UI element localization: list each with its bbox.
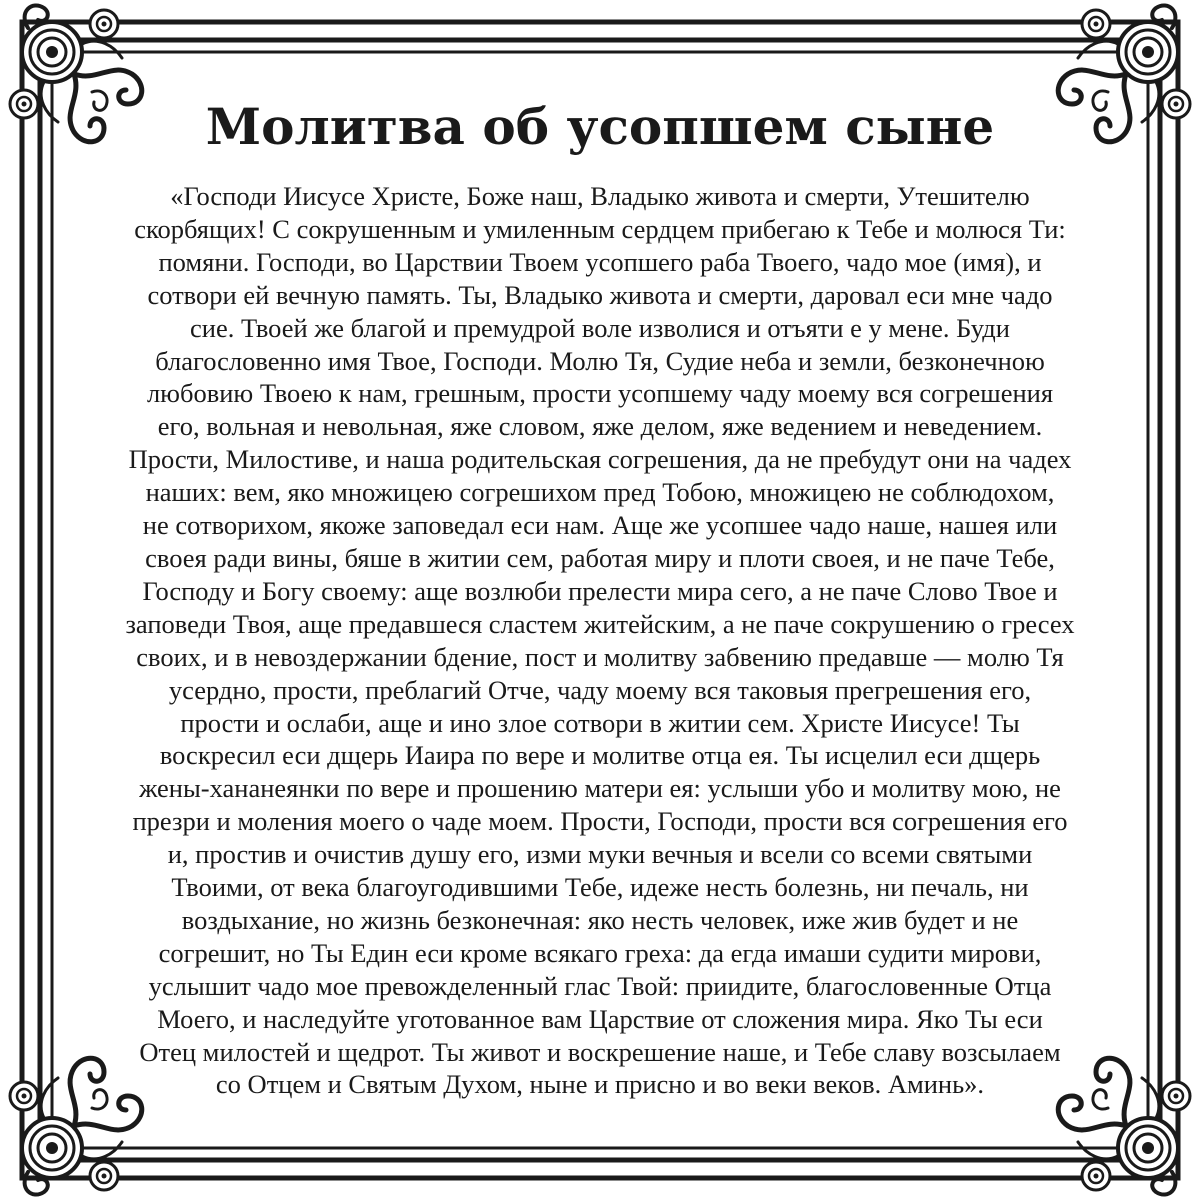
text-line: согрешит, но Ты Един еси кроме всякаго греха: да егда имаши судити мирови, bbox=[158, 937, 1042, 968]
text-line: Отец милостей и щедрот. Ты живот и воскрешение наше, и Тебе славу возсылаем bbox=[139, 1036, 1061, 1067]
text-line: помяни. Господи, во Царствии Твоем усопшего раба Твоего, чадо мое (имя), и bbox=[158, 246, 1042, 277]
text-line: презри и моления моего о чаде моем. Прости, Господи, прости вся согрешения его bbox=[132, 806, 1068, 837]
text-line: Господу и Богу своему: аще возлюби прелести мира сего, а не паче Слово Твое и bbox=[142, 575, 1058, 606]
text-line: воскресил еси дщерь Иаира по вере и молитве отца ея. Ты исцелил еси дщерь bbox=[159, 740, 1041, 771]
text-line: его, вольная и невольная, яже словом, яже делом, яже ведением и неведением. bbox=[157, 411, 1043, 442]
text-line: наших: вем, яко множицею согрешихом пред Тобою, множицею не соблюдохом, bbox=[145, 477, 1055, 508]
text-line: любовию Твоею к нам, грешным, прости усопшему чаду моему вся согрешения bbox=[146, 378, 1054, 409]
page-title: Молитва об усопшем сыне bbox=[205, 97, 995, 156]
text-line: услышит чадо мое превожделенный глас Твой: приидите, благословенные Отца bbox=[148, 970, 1052, 1001]
text-line: заповеди Твоя, аще предавшеся сластем житейским, а не паче сокрушению о гресех bbox=[125, 608, 1075, 639]
text-line: воздыхание, но жизнь безконечная: яко несть человек, иже жив будет и не bbox=[181, 904, 1019, 935]
text-line: Моего, и наследуйте уготованное вам Царствие от сложения мира. Яко Ты еси bbox=[157, 1003, 1043, 1034]
text-line: благословенно имя Твое, Господи. Молю Тя, Судие неба и земли, безконечною bbox=[155, 345, 1045, 376]
text-line: своих, и в невоздержании бдение, пост и молитву забвению предавше — молю Тя bbox=[136, 641, 1064, 672]
text-line: сие. Твоей же благой и премудрой воле изволися и отъяти е у мене. Буди bbox=[190, 312, 1010, 343]
text-line: усердно, прости, преблагий Отче, чаду моему вся таковыя прегрешения его, bbox=[168, 674, 1032, 705]
text-line: сотвори ей вечную память. Ты, Владыко живота и смерти, даровал еси мне чадо bbox=[147, 279, 1053, 310]
text-line: и, простив и очистив душу его, изми муки вечныя и всели со всеми святыми bbox=[167, 839, 1033, 870]
text-line: не сотворихом, якоже заповедал еси нам. Аще же усопшее чадо наше, нашея или bbox=[142, 510, 1058, 541]
text-line: со Отцем и Святым Духом, ныне и присно и во веки веков. Аминь». bbox=[215, 1069, 985, 1100]
text-line: Прости, Милостиве, и наша родительская согрешения, да не пребудут они на чадех bbox=[128, 444, 1072, 475]
text-line: прости и ослаби, аще и ино злое сотвори в житии сем. Христе Иисусе! Ты bbox=[180, 707, 1020, 738]
text-line: «Господи Иисусе Христе, Боже наш, Владыко живота и смерти, Утешителю bbox=[170, 181, 1030, 211]
text-line: скорбящих! С сокрушенным и умиленным сердцем прибегаю к Тебе и молюся Ти: bbox=[134, 213, 1066, 244]
text-line: Твоими, от века благоугодившими Тебе, идеже несть болезнь, ни печаль, ни bbox=[171, 872, 1029, 903]
text-line: жены-хананеянки по вере и прошению матери ея: услыши убо и молитву мою, не bbox=[139, 773, 1061, 804]
text-line: своея ради вины, бяше в житии сем, работая миру и плоти своея, и не паче Тебе, bbox=[145, 542, 1055, 573]
prayer-text bbox=[100, 180, 1100, 1101]
